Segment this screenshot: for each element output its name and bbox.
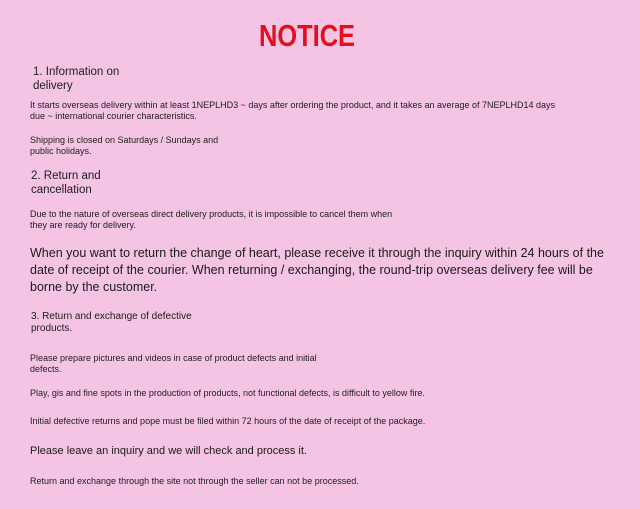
delivery-paragraph-1-line1: It starts overseas delivery within at least 1NEPLHD3 ~ days after ordering the product, and it takes an average of 7NEPLHD14 days bbox=[30, 100, 556, 110]
notice-title: NOTICE bbox=[258, 18, 356, 53]
delivery-heading-line2: delivery bbox=[33, 80, 73, 92]
return-paragraph-2-line1: When you want to return the change of heart, please receive it through the inquiry within 24 hours of the bbox=[30, 246, 604, 260]
return-paragraph-1-line1: Due to the nature of overseas direct delivery products, it is impossible to cancel them when bbox=[30, 209, 393, 219]
defective-paragraph-1-line1: Please prepare pictures and videos in case of product defects and initial bbox=[30, 353, 317, 363]
defective-paragraph-3: Initial defective returns and pope must be filed within 72 hours of the date of receipt of the package. bbox=[30, 416, 426, 426]
delivery-heading-line1: 1. Information on bbox=[33, 66, 120, 78]
return-paragraph-1-line2: they are ready for delivery. bbox=[30, 220, 136, 230]
defective-paragraph-1-line2: defects. bbox=[30, 364, 62, 374]
defective-paragraph-4: Please leave an inquiry and we will check and process it. bbox=[30, 445, 307, 457]
defective-heading-line1: 3. Return and exchange of defective bbox=[31, 311, 192, 322]
defective-paragraph-2: Play, gis and fine spots in the production of products, not functional defects, is difficult to yellow fire. bbox=[30, 388, 425, 398]
delivery-paragraph-2-line1: Shipping is closed on Saturdays / Sundays and bbox=[30, 135, 219, 145]
return-paragraph-2-line2: date of receipt of the courier. When returning / exchanging, the round-trip overseas delivery fee will be bbox=[30, 263, 593, 277]
delivery-paragraph-1-line2: due ~ international courier characteristics. bbox=[30, 111, 197, 121]
return-paragraph-2-line3: borne by the customer. bbox=[30, 280, 158, 294]
defective-paragraph-5: Return and exchange through the site not through the seller can not be processed. bbox=[30, 476, 359, 486]
return-heading-line1: 2. Return and bbox=[31, 170, 101, 182]
return-heading-line2: cancellation bbox=[31, 184, 92, 196]
delivery-paragraph-2-line2: public holidays. bbox=[30, 146, 92, 156]
defective-heading-line2: products. bbox=[31, 323, 73, 334]
